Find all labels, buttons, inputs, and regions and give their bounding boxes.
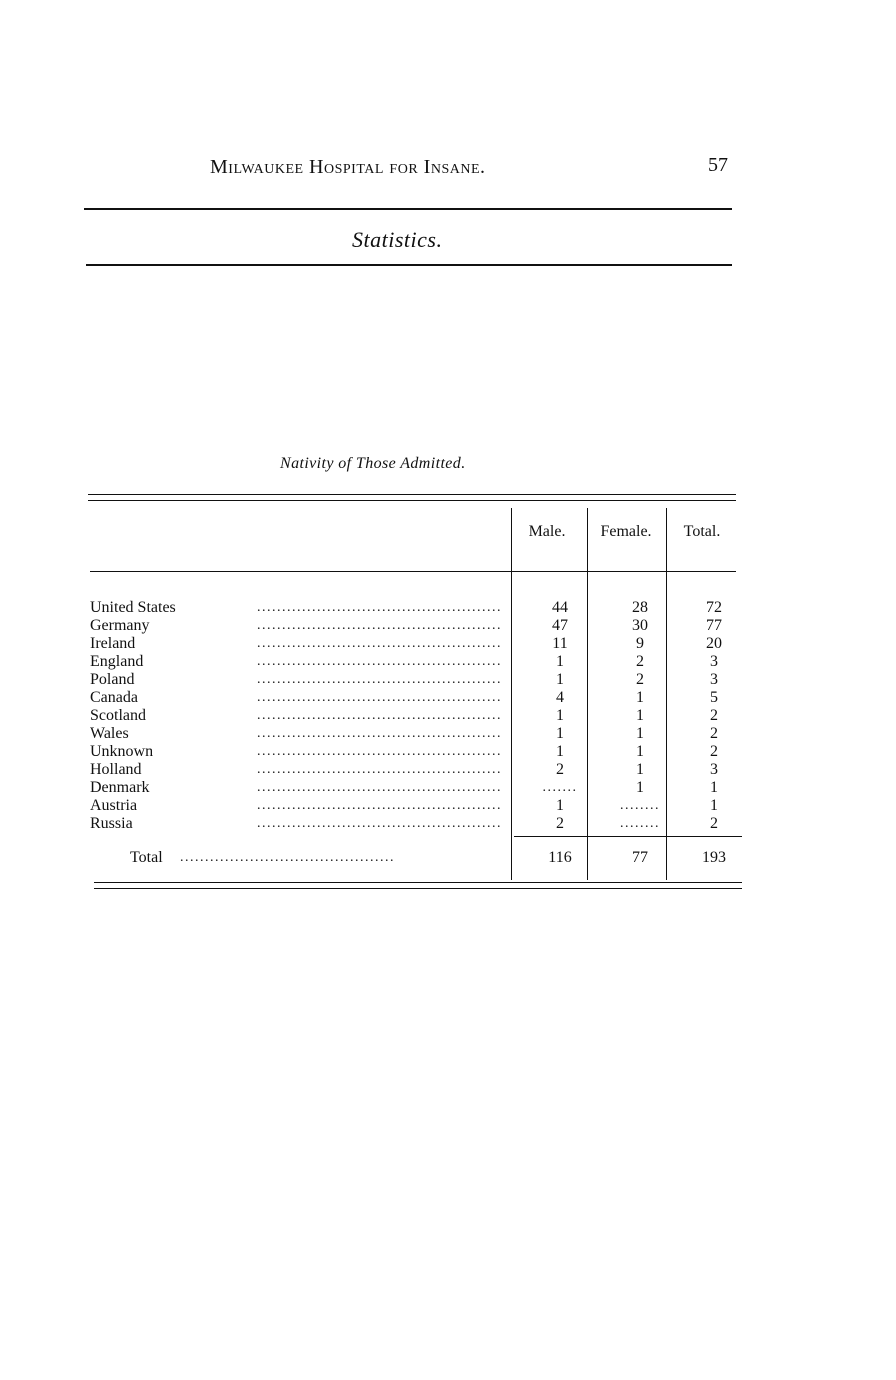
total-label: Total	[130, 849, 163, 866]
total-cell: 77	[706, 617, 722, 634]
leader-dots: .................................................	[257, 600, 502, 615]
row-name: Ireland	[90, 635, 136, 652]
female-cell: 30	[632, 617, 648, 634]
table-row	[90, 707, 740, 725]
table-top-rule-1	[88, 494, 736, 495]
row-name: England	[90, 653, 144, 670]
row-name: Austria	[90, 797, 138, 814]
male-cell: 1	[556, 743, 564, 760]
total-cell: 2	[710, 725, 718, 742]
row-name: Holland	[90, 761, 142, 778]
leader-dots: ...........................................	[180, 850, 395, 865]
total-cell: 2	[710, 743, 718, 760]
leader-dots: .................................................	[257, 780, 502, 795]
column-header-total: Total.	[683, 523, 721, 540]
male-cell: 2	[556, 815, 564, 832]
table-row	[90, 725, 740, 743]
male-cell: 1	[556, 707, 564, 724]
table-row	[90, 743, 740, 761]
row-name: Scotland	[90, 707, 146, 724]
female-cell: 1	[636, 689, 644, 706]
row-name: Denmark	[90, 779, 150, 796]
table-title: Nativity of Those Admitted.	[280, 455, 466, 472]
table-row	[90, 815, 740, 833]
total-female-cell: 77	[632, 849, 648, 866]
table-row	[90, 635, 740, 653]
row-name: Wales	[90, 725, 129, 742]
male-cell: 44	[552, 599, 568, 616]
female-cell: 9	[636, 635, 644, 652]
table-row	[90, 779, 740, 797]
female-cell: 1	[636, 725, 644, 742]
row-name: Russia	[90, 815, 133, 832]
female-cell: 1	[636, 761, 644, 778]
leader-dots: .................................................	[257, 636, 502, 651]
female-cell: 1	[636, 743, 644, 760]
female-cell: 2	[636, 671, 644, 688]
header-underline	[90, 571, 736, 572]
row-name: Germany	[90, 617, 150, 634]
male-cell: 1	[556, 671, 564, 688]
total-cell: 2	[710, 707, 718, 724]
leader-dots: .................................................	[257, 654, 502, 669]
table-row	[90, 617, 740, 635]
female-cell-empty: ........	[620, 798, 660, 813]
row-name: United States	[90, 599, 176, 616]
female-cell-empty: ........	[620, 816, 660, 831]
male-cell: 2	[556, 761, 564, 778]
row-name: Canada	[90, 689, 138, 706]
total-cell: 3	[710, 671, 718, 688]
running-head: Milwaukee Hospital for Insane.	[210, 156, 486, 178]
table-row	[90, 653, 740, 671]
female-cell: 1	[636, 707, 644, 724]
total-cell: 5	[710, 689, 718, 706]
column-header-male: Male.	[528, 523, 566, 540]
total-male-cell: 116	[548, 849, 572, 866]
total-row	[130, 848, 740, 868]
leader-dots: .................................................	[257, 708, 502, 723]
leader-dots: .................................................	[257, 798, 502, 813]
male-cell: 11	[552, 635, 568, 652]
female-cell: 1	[636, 779, 644, 796]
total-cell: 1	[710, 797, 718, 814]
header-rule-top	[84, 208, 732, 210]
section-title: Statistics.	[352, 227, 443, 252]
total-cell: 1	[710, 779, 718, 796]
male-cell: 1	[556, 725, 564, 742]
total-separator	[514, 836, 742, 837]
table-bottom-rule-1	[94, 882, 742, 883]
leader-dots: .................................................	[257, 690, 502, 705]
leader-dots: .................................................	[257, 618, 502, 633]
male-cell: 1	[556, 653, 564, 670]
total-total-cell: 193	[702, 849, 726, 866]
header-rule-bottom	[86, 264, 732, 266]
table-row	[90, 599, 740, 617]
total-cell: 3	[710, 761, 718, 778]
female-cell: 28	[632, 599, 648, 616]
leader-dots: .................................................	[257, 762, 502, 777]
male-cell: 1	[556, 797, 564, 814]
column-header-female: Female.	[600, 523, 652, 540]
table-row	[90, 689, 740, 707]
male-cell-empty: .......	[542, 780, 578, 795]
table-row	[90, 761, 740, 779]
total-cell: 3	[710, 653, 718, 670]
table-top-rule-2	[88, 500, 736, 501]
row-name: Unknown	[90, 743, 154, 760]
row-name: Poland	[90, 671, 135, 688]
total-cell: 72	[706, 599, 722, 616]
page-number: 57	[708, 154, 728, 176]
total-cell: 2	[710, 815, 718, 832]
female-cell: 2	[636, 653, 644, 670]
leader-dots: .................................................	[257, 816, 502, 831]
total-cell: 20	[706, 635, 722, 652]
table-row	[90, 671, 740, 689]
leader-dots: .................................................	[257, 744, 502, 759]
table-row	[90, 797, 740, 815]
leader-dots: .................................................	[257, 672, 502, 687]
male-cell: 47	[552, 617, 568, 634]
male-cell: 4	[556, 689, 564, 706]
leader-dots: .................................................	[257, 726, 502, 741]
table-bottom-rule-2	[94, 888, 742, 889]
